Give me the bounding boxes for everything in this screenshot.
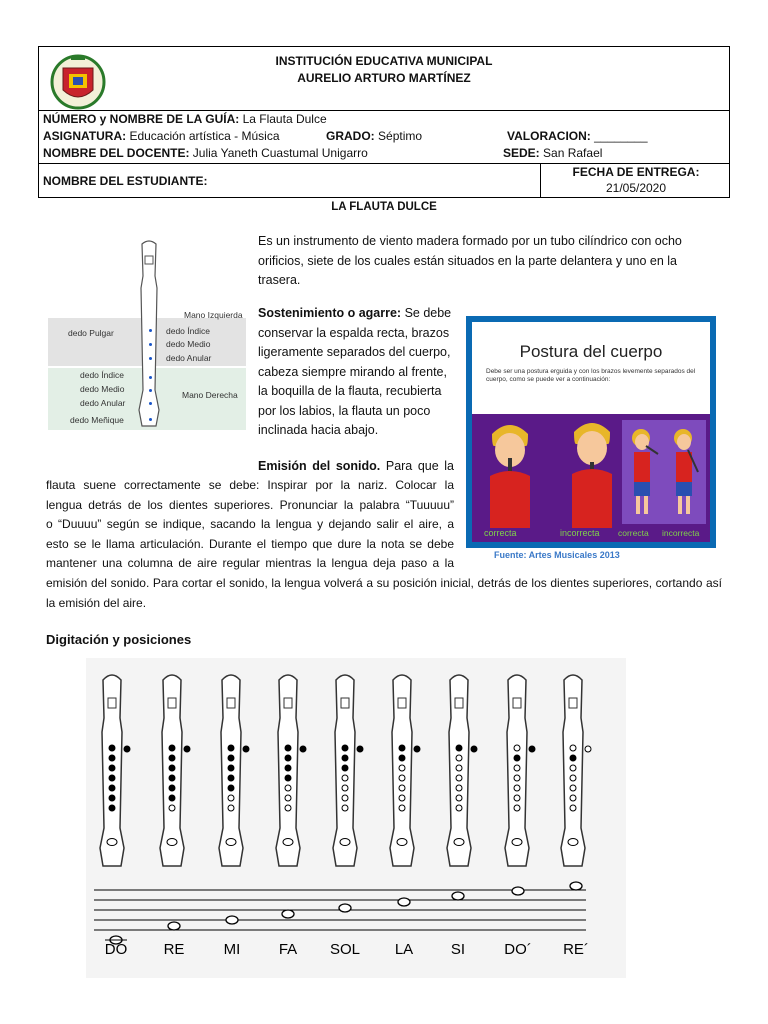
finger-hole bbox=[342, 775, 348, 781]
holding-line: conservar la espalda recta, brazos bbox=[258, 325, 450, 340]
sound-line: mantener una columna de aire regular mientras la lengua deja paso a la bbox=[46, 556, 454, 570]
thumb-hole bbox=[243, 746, 249, 752]
right-ring-label: dedo Anular bbox=[80, 398, 126, 408]
poster-label-correct-1: correcta bbox=[484, 528, 517, 538]
pinky-label: dedo Meñique bbox=[70, 415, 124, 425]
finger-hole bbox=[109, 775, 115, 781]
child-full-incorrect-icon bbox=[668, 426, 704, 522]
note-label: DO bbox=[104, 941, 128, 958]
fingering-heading: Digitación y posiciones bbox=[46, 632, 192, 647]
finger-hole bbox=[570, 805, 576, 811]
right-hand-label: Mano Derecha bbox=[182, 390, 238, 400]
valuation-value: ________ bbox=[594, 129, 648, 143]
finger-hole bbox=[285, 795, 291, 801]
student-label: NOMBRE DEL ESTUDIANTE: bbox=[43, 174, 208, 188]
sound-first-tail: Para que la bbox=[380, 459, 454, 473]
note-head bbox=[512, 887, 524, 895]
right-middle-label: dedo Medio bbox=[80, 384, 125, 394]
finger-hole bbox=[285, 775, 291, 781]
thumb-hole bbox=[300, 746, 306, 752]
valuation-label: VALORACION: bbox=[507, 129, 591, 143]
holding-label: Sostenimiento o agarre: bbox=[258, 306, 402, 320]
finger-hole bbox=[169, 775, 175, 781]
finger-hole bbox=[456, 765, 462, 771]
finger-hole bbox=[169, 765, 175, 771]
teacher-row bbox=[43, 146, 368, 160]
finger-hole bbox=[109, 805, 115, 811]
finger-hole bbox=[456, 755, 462, 761]
holding-line: ligeramente separados del cuerpo, bbox=[258, 345, 451, 359]
holding-line: por los labios, la flauta un poco bbox=[258, 403, 431, 418]
guide-label: NÚMERO y NOMBRE DE LA GUÍA: bbox=[43, 112, 240, 126]
note-label: LA bbox=[394, 941, 414, 958]
poster-title: Postura del cuerpo bbox=[519, 342, 663, 361]
finger-hole bbox=[228, 805, 234, 811]
finger-hole bbox=[285, 805, 291, 811]
document-title: LA FLAUTA DULCE bbox=[331, 201, 437, 213]
delivery-label: FECHA DE ENTREGA: bbox=[572, 165, 700, 179]
holding-line: cabeza siempre mirando al frente, bbox=[258, 364, 447, 379]
finger-hole bbox=[169, 785, 175, 791]
finger-hole bbox=[514, 745, 520, 751]
note-label: DO´ bbox=[504, 941, 532, 958]
note-label: SI bbox=[450, 941, 466, 958]
finger-hole bbox=[570, 745, 576, 751]
intro-paragraph: Es un instrumento de viento madera formado por un tubo cilíndrico con ocho orificios, siete de los cuales están situados en la parte delantera y uno en la trasera. bbox=[258, 234, 682, 287]
sound-line: o “Duuuu” según se indique, sacando la lengua y dejando salir el aire, a bbox=[46, 517, 454, 531]
valuation-row bbox=[507, 129, 648, 143]
grade-row bbox=[326, 129, 422, 143]
finger-hole bbox=[456, 745, 462, 751]
thumb-label: dedo Pulgar bbox=[68, 328, 114, 338]
note-head bbox=[339, 904, 351, 912]
finger-hole bbox=[514, 795, 520, 801]
finger-hole bbox=[399, 755, 405, 761]
left-hand-label: Mano Izquierda bbox=[184, 310, 243, 320]
thumb-hole bbox=[471, 746, 477, 752]
note-head bbox=[226, 916, 238, 924]
finger-hole bbox=[399, 765, 405, 771]
left-ring-label: dedo Anular bbox=[166, 353, 212, 363]
fingering-svg bbox=[86, 658, 626, 978]
note-head bbox=[570, 882, 582, 890]
child-full-correct-icon bbox=[626, 426, 662, 522]
finger-hole bbox=[228, 755, 234, 761]
poster-label-incorrect-1: incorrecta bbox=[560, 528, 600, 538]
finger-hole bbox=[570, 755, 576, 761]
finger-hole bbox=[399, 805, 405, 811]
thumb-hole bbox=[184, 746, 190, 752]
finger-hole bbox=[342, 765, 348, 771]
holding-first-tail: Se debe bbox=[401, 306, 452, 320]
note-label: RE´ bbox=[563, 941, 589, 958]
site-value: San Rafael bbox=[543, 146, 603, 160]
subject-row bbox=[43, 129, 280, 143]
finger-hole bbox=[399, 775, 405, 781]
finger-hole bbox=[570, 795, 576, 801]
sound-line: lengua detrás de los dientes superiores. Pronunciar la palabra “Tuuuuu” bbox=[46, 497, 454, 512]
site-row bbox=[503, 146, 602, 160]
thumb-hole bbox=[529, 746, 535, 752]
guide-row bbox=[43, 112, 327, 126]
finger-hole bbox=[109, 785, 115, 791]
finger-hole bbox=[285, 765, 291, 771]
finger-hole bbox=[342, 745, 348, 751]
finger-hole bbox=[285, 755, 291, 761]
finger-hole bbox=[169, 745, 175, 751]
finger-hole bbox=[285, 785, 291, 791]
note-label: FA bbox=[278, 941, 298, 958]
finger-hole bbox=[514, 785, 520, 791]
finger-hole bbox=[109, 765, 115, 771]
finger-hole bbox=[514, 805, 520, 811]
sound-line: esto se le llama articulación. Durante el tiempo que dure la nota se debe bbox=[46, 536, 454, 551]
finger-hole bbox=[399, 745, 405, 751]
sound-first-line bbox=[258, 457, 454, 477]
site-label: SEDE: bbox=[503, 146, 540, 160]
left-middle-label: dedo Medio bbox=[166, 339, 211, 349]
finger-hole bbox=[228, 765, 234, 771]
note-head bbox=[282, 910, 294, 918]
finger-hole bbox=[342, 795, 348, 801]
thumb-hole bbox=[414, 746, 420, 752]
teacher-label: NOMBRE DEL DOCENTE: bbox=[43, 146, 190, 160]
finger-hole bbox=[570, 765, 576, 771]
note-label: RE bbox=[163, 941, 185, 958]
finger-hole bbox=[399, 795, 405, 801]
sound-line: flauta suene correctamente se debe: Inspirar por la nariz. Colocar la bbox=[46, 478, 454, 492]
thumb-hole bbox=[357, 746, 363, 752]
finger-hole bbox=[570, 775, 576, 781]
finger-hole bbox=[285, 745, 291, 751]
note-head bbox=[168, 922, 180, 930]
finger-hole bbox=[169, 755, 175, 761]
thumb-hole bbox=[124, 746, 130, 752]
finger-hole bbox=[342, 805, 348, 811]
finger-hole bbox=[228, 775, 234, 781]
posture-poster bbox=[466, 316, 716, 548]
poster-label-correct-2: correcta bbox=[618, 528, 649, 538]
finger-hole bbox=[514, 755, 520, 761]
teacher-value: Julia Yaneth Cuastumal Unigarro bbox=[192, 146, 368, 160]
recorder-hand-diagram bbox=[48, 234, 246, 432]
finger-hole bbox=[514, 765, 520, 771]
delivery-date: 21/05/2020 bbox=[605, 181, 667, 195]
finger-hole bbox=[228, 795, 234, 801]
thumb-hole bbox=[585, 746, 591, 752]
left-index-label: dedo Índice bbox=[166, 326, 210, 336]
finger-hole bbox=[109, 795, 115, 801]
finger-hole bbox=[456, 795, 462, 801]
finger-hole bbox=[169, 795, 175, 801]
right-index-label: dedo Índice bbox=[80, 370, 124, 380]
finger-hole bbox=[456, 805, 462, 811]
finger-hole bbox=[570, 785, 576, 791]
child-correct-icon bbox=[482, 420, 538, 528]
header-table bbox=[38, 46, 730, 198]
finger-hole bbox=[169, 805, 175, 811]
finger-hole bbox=[109, 755, 115, 761]
finger-hole bbox=[109, 745, 115, 751]
sound-label: Emisión del sonido. bbox=[258, 459, 381, 473]
holding-line: la boquilla de la flauta, recubierta bbox=[258, 384, 442, 398]
finger-hole bbox=[228, 785, 234, 791]
holding-section bbox=[258, 304, 454, 441]
institution-line1: INSTITUCIÓN EDUCATIVA MUNICIPAL bbox=[275, 54, 493, 68]
fingering-chart bbox=[86, 658, 626, 978]
poster-source: Fuente: Artes Musicales 2013 bbox=[494, 550, 620, 560]
note-label: SOL bbox=[329, 941, 361, 958]
finger-hole bbox=[342, 755, 348, 761]
finger-hole bbox=[228, 745, 234, 751]
note-head bbox=[452, 892, 464, 900]
poster-text: Debe ser una postura erguida y con los brazos levemente separados del cuerpo, como se puede ver a continuación: bbox=[486, 368, 696, 383]
sound-tail: emisión del sonido. Para cortar el sonido, la lengua volverá a su posición inicial, detrás de los dientes superiores, cortando así la emisión del aire. bbox=[46, 576, 722, 610]
subject-label: ASIGNATURA: bbox=[43, 129, 127, 143]
subject-value: Educación artística - Música bbox=[129, 129, 280, 143]
poster-label-incorrect-2: incorrecta bbox=[662, 528, 700, 538]
note-label: MI bbox=[223, 941, 241, 958]
finger-hole bbox=[456, 785, 462, 791]
sound-lines bbox=[46, 476, 454, 574]
institution-line2: AURELIO ARTURO MARTÍNEZ bbox=[297, 71, 471, 85]
guide-value: La Flauta Dulce bbox=[242, 112, 327, 126]
child-incorrect-icon bbox=[564, 418, 620, 528]
finger-hole bbox=[514, 775, 520, 781]
finger-hole bbox=[456, 775, 462, 781]
finger-hole bbox=[342, 785, 348, 791]
finger-hole bbox=[399, 785, 405, 791]
holding-line: inclinada hacia abajo. bbox=[258, 423, 379, 437]
note-head bbox=[398, 898, 410, 906]
grade-value: Séptimo bbox=[378, 129, 423, 143]
grade-label: GRADO: bbox=[326, 129, 375, 143]
